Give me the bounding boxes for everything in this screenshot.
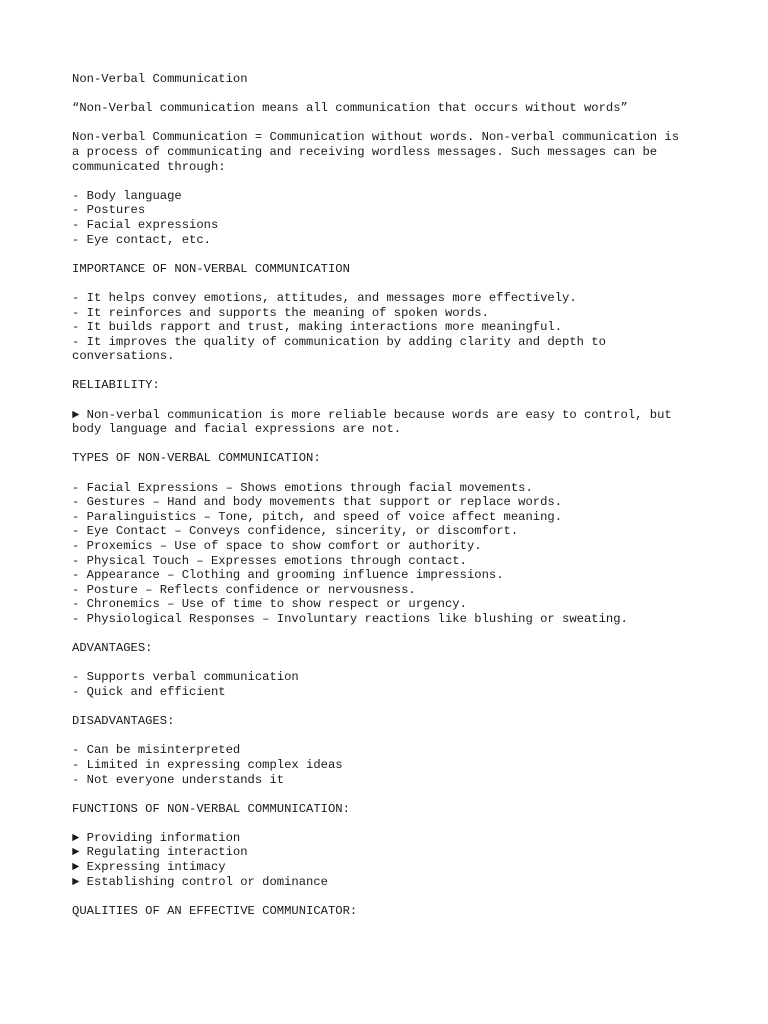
list-item: - Eye Contact – Conveys confidence, sincerity, or discomfort. — [72, 524, 519, 539]
list-item: - It helps convey emotions, attitudes, and messages more effectively. — [72, 290, 577, 305]
spacer — [72, 466, 712, 481]
qualities-heading: QUALITIES OF AN EFFECTIVE COMMUNICATOR: — [72, 903, 358, 918]
functions-heading: FUNCTIONS OF NON-VERBAL COMMUNICATION: — [72, 801, 350, 816]
spacer — [72, 627, 712, 642]
spacer — [72, 116, 712, 131]
document-title: Non-Verbal Communication — [72, 72, 248, 86]
types-heading: TYPES OF NON-VERBAL COMMUNICATION: — [72, 451, 321, 466]
paragraph-line: ► Non-verbal communication is more reliable because words are easy to control, but — [72, 407, 672, 422]
list-item: - Facial expressions — [72, 217, 219, 232]
spacer — [72, 889, 712, 904]
definition-paragraph — [72, 130, 712, 174]
list-item: - Body language — [72, 188, 182, 203]
list-item: - Physiological Responses – Involuntary reactions like blushing or sweating. — [72, 611, 628, 626]
list-item: - Proxemics – Use of space to show comfort or authority. — [72, 539, 482, 553]
spacer — [72, 247, 712, 262]
functions-list — [72, 831, 712, 889]
paragraph-line: communicated through: — [72, 159, 226, 174]
list-item: - Limited in expressing complex ideas — [72, 757, 343, 772]
list-item: - Quick and efficient — [72, 684, 226, 699]
list-item: - Posture – Reflects confidence or nervousness. — [72, 582, 416, 597]
disadvantages-heading: DISADVANTAGES: — [72, 714, 175, 729]
spacer — [72, 364, 712, 379]
list-item: - Facial Expressions – Shows emotions through facial movements. — [72, 480, 533, 495]
importance-heading: IMPORTANCE OF NON-VERBAL COMMUNICATION — [72, 261, 350, 276]
spacer — [72, 656, 712, 671]
list-item: - Chronemics – Use of time to show respect or urgency. — [72, 597, 467, 612]
definition-quote: “Non-Verbal communication means all communication that occurs without words” — [72, 101, 628, 116]
paragraph-line: body language and facial expressions are not. — [72, 422, 402, 437]
list-item: ► Expressing intimacy — [72, 860, 226, 875]
advantages-heading: ADVANTAGES: — [72, 641, 153, 656]
disadvantages-list — [72, 743, 712, 787]
list-item: - Can be misinterpreted — [72, 743, 241, 758]
spacer — [72, 87, 712, 102]
importance-list — [72, 291, 712, 364]
list-item: - Supports verbal communication — [72, 670, 299, 685]
reliability-paragraph — [72, 408, 712, 437]
paragraph-line: Non-verbal Communication = Communication without words. Non-verbal communication is — [72, 130, 680, 145]
list-item: - Gestures – Hand and body movements that support or replace words. — [72, 495, 563, 510]
list-item: - It builds rapport and trust, making interactions more meaningful. — [72, 320, 563, 335]
advantages-list — [72, 670, 712, 699]
list-item: - It reinforces and supports the meaning of spoken words. — [72, 305, 489, 320]
list-item: - Appearance – Clothing and grooming influence impressions. — [72, 568, 504, 583]
list-item: ► Providing information — [72, 830, 241, 845]
list-item: ► Regulating interaction — [72, 845, 248, 860]
list-item: - Paralinguistics – Tone, pitch, and speed of voice affect meaning. — [72, 509, 563, 524]
through-list — [72, 189, 712, 247]
spacer — [72, 276, 712, 291]
spacer — [72, 729, 712, 744]
spacer — [72, 787, 712, 802]
paragraph-line: a process of communicating and receiving wordless messages. Such messages can be — [72, 144, 658, 159]
spacer — [72, 437, 712, 452]
spacer — [72, 174, 712, 189]
document-page — [72, 72, 712, 918]
types-list — [72, 481, 712, 627]
list-item: - Postures — [72, 203, 146, 218]
spacer — [72, 393, 712, 408]
list-item: - Physical Touch – Expresses emotions through contact. — [72, 553, 467, 568]
list-item: conversations. — [72, 349, 175, 364]
list-item: ► Establishing control or dominance — [72, 874, 328, 889]
list-item: - Not everyone understands it — [72, 772, 285, 787]
spacer — [72, 700, 712, 715]
spacer — [72, 816, 712, 831]
list-item: - Eye contact, etc. — [72, 232, 211, 247]
list-item: - It improves the quality of communication by adding clarity and depth to — [72, 334, 606, 349]
reliability-heading: RELIABILITY: — [72, 378, 160, 393]
